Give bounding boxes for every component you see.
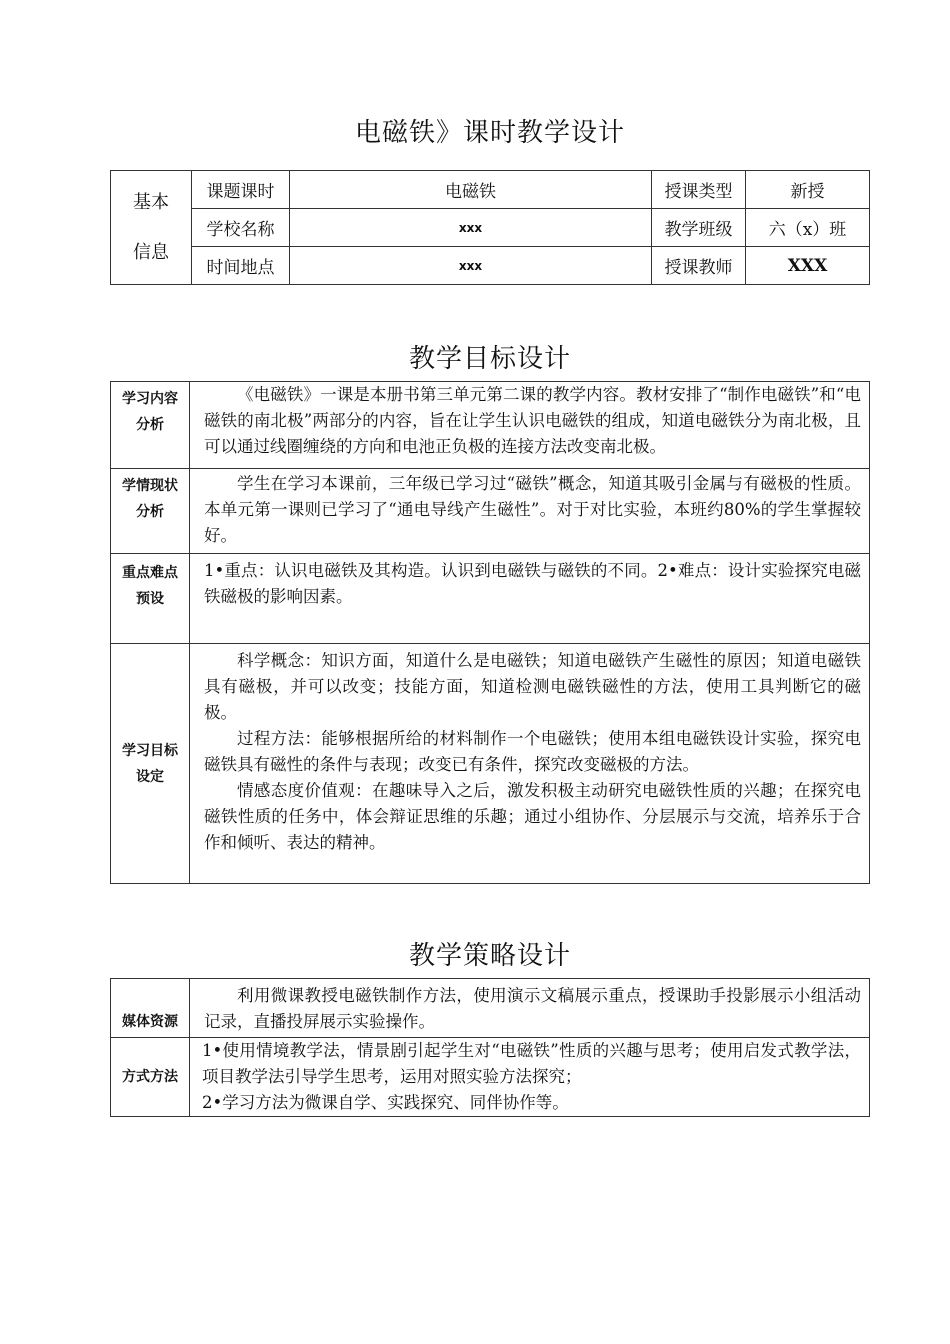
field-label: 学校名称 (192, 209, 290, 247)
table-row (111, 469, 870, 554)
group-label-line1: 基本 (133, 191, 169, 213)
label-line2: 预设 (136, 591, 164, 607)
row-label (111, 382, 190, 469)
methods-cell (190, 1038, 870, 1117)
key-points-text: 1•重点：认识电磁铁及其构造。认识到电磁铁与磁铁的不同。2•难点：设计实验探究电磁铁磁极的影响因素。 (204, 561, 861, 606)
page-title: 电磁铁》课时教学设计 (354, 118, 625, 148)
section-heading-goals: 教学目标设计 (408, 344, 571, 374)
label-line1: 重点难点 (122, 565, 178, 581)
field-value: xxx (290, 209, 652, 247)
field-label: 时间地点 (192, 247, 290, 285)
content-analysis-text: 《电磁铁》一课是本册书第三单元第二课的教学内容。教材安排了“制作电磁铁”和“电磁铁的南北极”两部分的内容，旨在让学生认识电磁铁的组成，知道电磁铁分为南北极，且可以通过线圈缠绕的方向和电池正负极的连接方法改变南北极。 (204, 385, 861, 456)
objectives-cell (190, 644, 870, 884)
basic-info-label (111, 171, 192, 285)
group-label-line2: 信息 (133, 241, 169, 263)
methods-text-2: 2•学习方法为微课自学、实践探究、同伴协作等。 (202, 1093, 569, 1112)
objectives-concept: 科学概念：知识方面，知道什么是电磁铁；知道电磁铁产生磁性的原因；知道电磁铁具有磁极，并可以改变；技能方面，知道检测电磁铁磁性的方法，使用工具判断它的磁极。 (204, 651, 861, 722)
strategy-table (110, 978, 870, 1117)
row-label: 方式方法 (111, 1038, 190, 1117)
objectives-process: 过程方法：能够根据所给的材料制作一个电磁铁；使用本组电磁铁设计实验，探究电磁铁具有磁性的条件与表现；改变已有条件，探究改变磁极的方法。 (204, 729, 861, 774)
field-value: xxx (290, 247, 652, 285)
field-value: 六（x）班 (746, 209, 870, 247)
label-line2: 分析 (136, 504, 164, 520)
field-label: 课题课时 (192, 171, 290, 209)
table-row (111, 209, 870, 247)
student-analysis-text: 学生在学习本课前，三年级已学习过“磁铁”概念，知道其吸引金属与有磁极的性质。本单元第一课则已学习了“通电导线产生磁性”。对于对比实验，本班约80%的学生掌握较好。 (204, 474, 861, 545)
row-label (111, 644, 190, 884)
table-row (111, 644, 870, 884)
media-text: 利用微课教授电磁铁制作方法，使用演示文稿展示重点，授课助手投影展示小组活动记录，直播投屏展示实验操作。 (204, 986, 861, 1031)
label-line1: 学习内容 (122, 391, 178, 407)
table-row (111, 171, 870, 209)
table-row (111, 554, 870, 644)
label-line1: 学情现状 (122, 478, 178, 494)
section-heading-strategy: 教学策略设计 (408, 941, 571, 971)
methods-text-1: 1•使用情境教学法，情景剧引起学生对“电磁铁”性质的兴趣与思考；使用启发式教学法，项目教学法引导学生思考，运用对照实验方法探究； (202, 1041, 861, 1086)
table-row (111, 1038, 870, 1117)
media-cell (190, 979, 870, 1038)
table-row (111, 382, 870, 469)
student-analysis-cell (190, 469, 870, 554)
objectives-attitude: 情感态度价值观：在趣味导入之后，激发积极主动研究电磁铁性质的兴趣；在探究电磁铁性质的任务中，体会辩证思维的乐趣；通过小组协作、分层展示与交流，培养乐于合作和倾听、表达的精神。 (204, 781, 861, 852)
key-points-cell (190, 554, 870, 644)
field-value: 电磁铁 (290, 171, 652, 209)
content-analysis-cell (190, 382, 870, 469)
field-label: 教学班级 (652, 209, 746, 247)
table-row (111, 979, 870, 1038)
label-line2: 分析 (136, 417, 164, 433)
basic-info-table (110, 170, 870, 285)
row-label (111, 554, 190, 644)
label-line2: 设定 (136, 768, 164, 785)
goals-table (110, 381, 870, 884)
field-value: 新授 (746, 171, 870, 209)
field-label: 授课类型 (652, 171, 746, 209)
field-label: 授课教师 (652, 247, 746, 285)
row-label (111, 469, 190, 554)
table-row (111, 247, 870, 285)
label-line1: 学习目标 (122, 742, 178, 759)
field-value: XXX (746, 247, 870, 285)
row-label: 媒体资源 (111, 979, 190, 1038)
